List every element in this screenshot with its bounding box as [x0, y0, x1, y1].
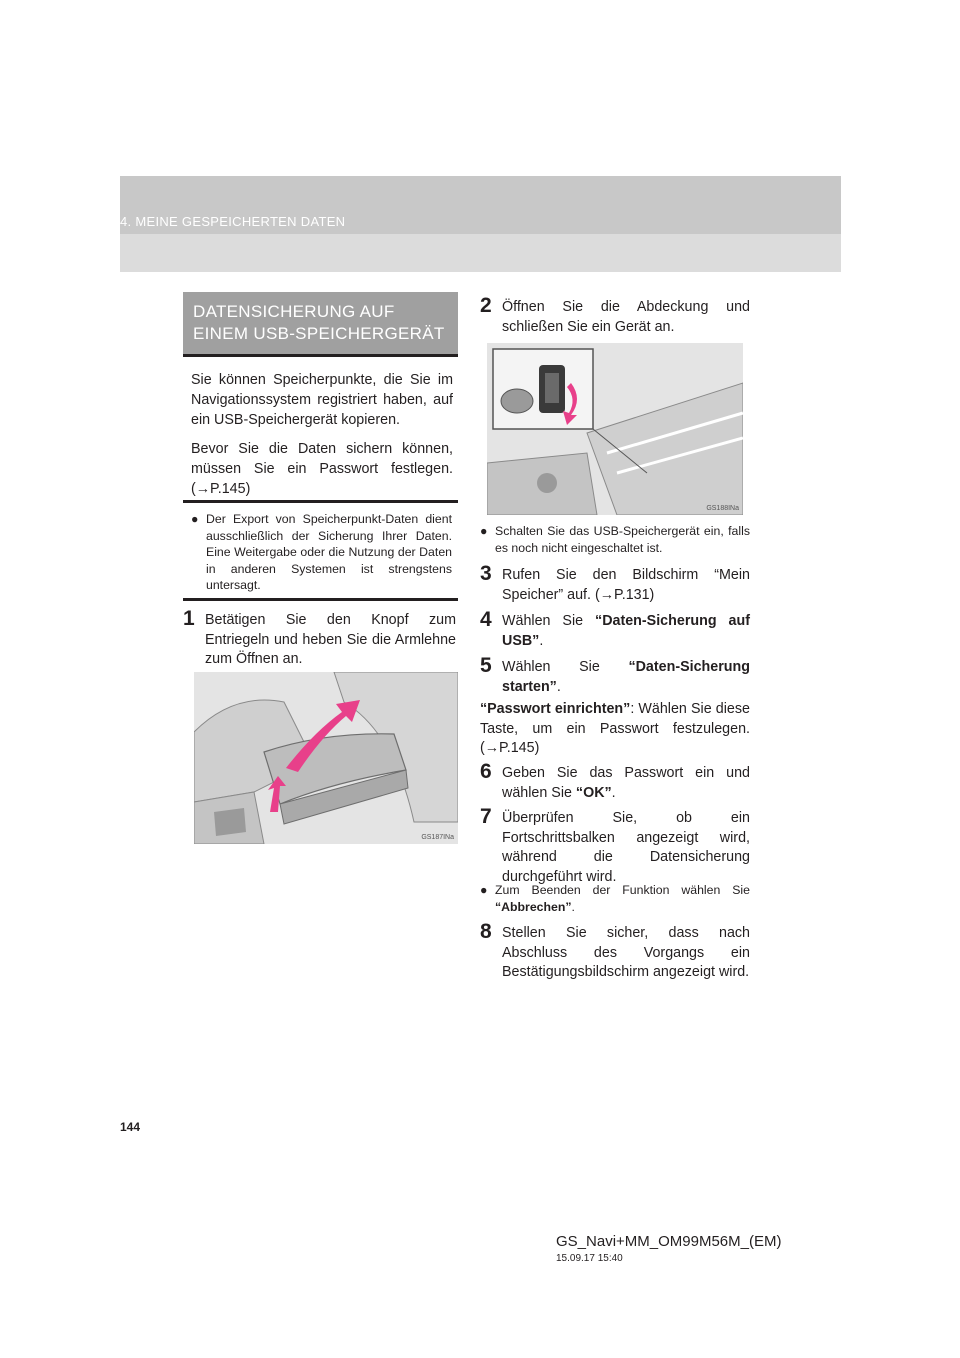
- doc-code: GS_Navi+MM_OM99M56M_(EM): [556, 1233, 782, 1250]
- note-bullet: [191, 511, 452, 594]
- step-7: [480, 805, 750, 887]
- section-heading: [183, 292, 458, 354]
- passwort-text: : Wählen Sie diese Taste, um ein Passwort festzulegen. (→P.145): [480, 701, 750, 756]
- step-4: [480, 608, 750, 651]
- step-text-pre: Wählen Sie: [502, 659, 629, 675]
- step-number: 8: [480, 920, 492, 943]
- step-text: Betätigen Sie den Knopf zum Entriegeln und heben Sie die Armlehne zum Öffnen an.: [205, 612, 456, 667]
- print-timestamp: 15.09.17 15:40: [556, 1253, 623, 1264]
- usb-compartment-illustration: [487, 343, 743, 515]
- step-number: 5: [480, 654, 492, 677]
- step-text: Stellen Sie sicher, dass nach Abschluss des Vorgangs ein Bestätigungsbildschirm angezeigt wird.: [502, 925, 750, 980]
- step-number: 6: [480, 760, 492, 783]
- step-number: 2: [480, 294, 492, 317]
- step-8: [480, 920, 750, 983]
- bullet-usb-on: [480, 523, 750, 556]
- bullet-cancel: [480, 882, 750, 915]
- bullet-dot-icon: ●: [480, 524, 488, 538]
- passwort-note: [480, 700, 750, 759]
- passwort-label: “Passwort einrichten”: [480, 701, 631, 717]
- bullet-text: Schalten Sie das USB-Speichergerät ein, falls es noch nicht eingeschaltet ist.: [495, 524, 750, 555]
- step-number: 1: [183, 607, 195, 630]
- step-number: 4: [480, 608, 492, 631]
- step-text-bold: “Daten-Sicherung auf USB”: [502, 613, 750, 649]
- step-text-post: .: [539, 632, 544, 649]
- step-number: 7: [480, 805, 492, 828]
- step-text-post: .: [611, 784, 616, 801]
- bullet-text-post: .: [571, 899, 575, 914]
- step-text-pre: Wählen Sie: [502, 613, 596, 629]
- section-title: 4. MEINE GESPEICHERTEN DATEN: [120, 214, 346, 229]
- intro-text: [191, 370, 453, 508]
- step-text: Rufen Sie den Bildschirm “Mein Speicher” auf. (→P.131): [502, 567, 750, 603]
- step-5: [480, 654, 750, 697]
- armrest-illustration: [194, 672, 458, 844]
- intro-paragraph-2: Bevor Sie die Daten sichern können, müssen Sie ein Passwort festlegen. (→P.145): [191, 441, 453, 497]
- heading-line-1: DATENSICHERUNG AUF: [193, 302, 395, 321]
- page-number: 144: [120, 1120, 141, 1134]
- heading-rule: [183, 354, 458, 357]
- step-text: Überprüfen Sie, ob ein Fortschrittsbalken angezeigt wird, während die Datensicherung durchgeführt wird.: [502, 810, 750, 885]
- note-bullet-text: Der Export von Speicherpunkt-Daten dient ausschließlich der Sicherung Ihrer Daten. Eine Weitergabe oder die Nutzung der Daten in anderen Systemen ist strengstens untersagt.: [206, 512, 452, 592]
- step-text-pre: Geben Sie das Passwort ein und wählen Sie: [502, 765, 750, 801]
- heading-line-2: EINEM USB-SPEICHERGERÄT: [193, 324, 445, 343]
- figure-code: GS187INa: [421, 834, 454, 841]
- step-number: 3: [480, 562, 492, 585]
- step-text-bold: “OK”: [575, 784, 612, 801]
- figure-code: GS188INa: [706, 505, 739, 512]
- step-6: [480, 760, 750, 803]
- note-box: [183, 500, 458, 601]
- bullet-text-pre: Zum Beenden der Funktion wählen Sie: [495, 883, 750, 897]
- step-text: Öffnen Sie die Abdeckung und schließen Sie ein Gerät an.: [502, 299, 750, 335]
- bullet-dot-icon: ●: [191, 512, 199, 526]
- step-text-post: .: [556, 678, 561, 695]
- step-2: [480, 294, 750, 337]
- bullet-text-bold: “Abbrechen”: [495, 899, 572, 914]
- bullet-dot-icon: ●: [480, 883, 488, 897]
- step-3: [480, 562, 750, 605]
- step-text-bold: “Daten-Sicherung starten”: [502, 659, 750, 695]
- intro-paragraph-1: Sie können Speicherpunkte, die Sie im Navigationssystem registriert haben, auf ein USB-Speichergerät kopieren.: [191, 372, 453, 428]
- step-1: [183, 607, 458, 670]
